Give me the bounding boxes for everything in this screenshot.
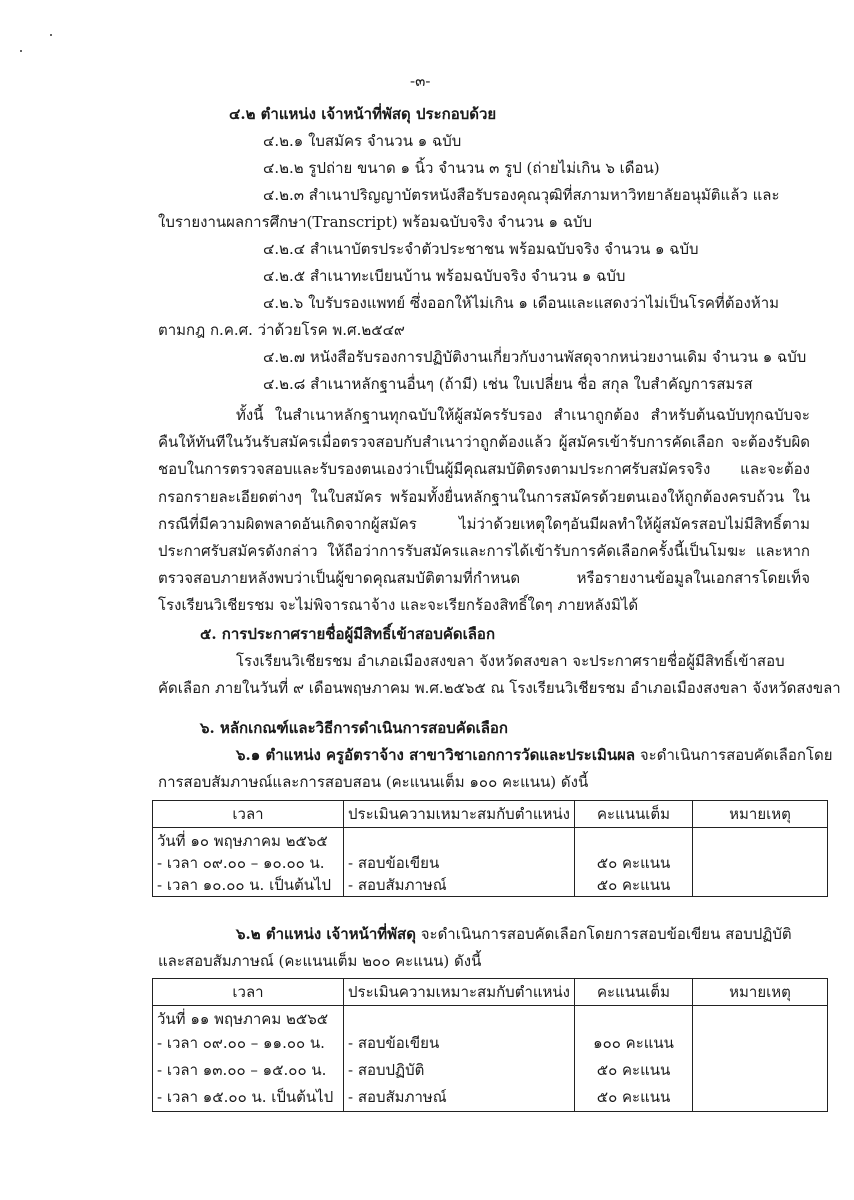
section-5-line-2: คัดเลือก ภายในวันที่ ๙ เดือนพฤษภาคม พ.ศ.๒๕๖๕ ณ โรงเรียนวิเชียรชม อำเภอเมืองสงขลา จังหวัดสงขลา <box>158 679 841 697</box>
item-cell: - สอบสัมภาษณ์ <box>344 1084 575 1112</box>
section-6-1-line-2: การสอบสัมภาษณ์และการสอบสอน (คะแนนเต็ม ๑๐๐ คะแนน) ดังนี้ <box>158 773 589 791</box>
list-item: ใบรายงานผลการศึกษา(Transcript) พร้อมฉบับจริง จำนวน ๑ ฉบับ <box>158 213 593 231</box>
header-time: เวลา <box>153 801 344 828</box>
section-5-line-1: โรงเรียนวิเชียรชม อำเภอเมืองสงขลา จังหวัดสงขลา จะประกาศรายชื่อผู้มีสิทธิ์เข้าสอบ <box>236 652 785 670</box>
score-cell: ๑๐๐ คะแนน <box>575 1030 693 1057</box>
table-header-row <box>153 801 828 828</box>
header-remark: หมายเหตุ <box>693 801 828 828</box>
header-remark: หมายเหตุ <box>693 979 828 1006</box>
time-cell: - เวลา ๐๙.๐๐ – ๑๐.๐๐ น. <box>153 852 344 874</box>
list-item: ๔.๒.๕ สำเนาทะเบียนบ้าน พร้อมฉบับจริง จำนวน ๑ ฉบับ <box>263 267 626 285</box>
section-6-2-title: ๖.๒ ตำแหน่ง เจ้าหน้าที่พัสดุ <box>236 925 416 943</box>
empty-cell <box>575 828 693 853</box>
empty-cell <box>575 1006 693 1031</box>
schedule-table-2 <box>152 978 828 1112</box>
list-item: ตามกฎ ก.ค.ศ. ว่าด้วยโรค พ.ศ.๒๕๔๙ <box>158 321 405 339</box>
table-row <box>153 1006 828 1031</box>
list-item: ๔.๒.๓ สำเนาปริญญาบัตรหนังสือรับรองคุณวุฒิที่สภามหาวิทยาลัยอนุมัติแล้ว และ <box>263 186 780 204</box>
list-item: ๔.๒.๑ ใบสมัคร จำนวน ๑ ฉบับ <box>263 132 462 150</box>
score-cell: ๕๐ คะแนน <box>575 1084 693 1112</box>
header-evaluation: ประเมินความเหมาะสมกับตำแหน่ง <box>344 801 575 828</box>
empty-cell <box>344 1006 575 1031</box>
scan-dot <box>20 50 22 52</box>
item-cell: - สอบสัมภาษณ์ <box>344 874 575 897</box>
section-6-2-line-2: และสอบสัมภาษณ์ (คะแนนเต็ม ๒๐๐ คะแนน) ดังนี้ <box>158 952 482 970</box>
scan-dot <box>50 34 52 36</box>
time-cell: - เวลา ๑๕.๐๐ น. เป็นต้นไป <box>153 1084 344 1112</box>
section-6-2-rest: จะดำเนินการสอบคัดเลือกโดยการสอบข้อเขียน สอบปฏิบัติ <box>415 925 792 943</box>
empty-cell <box>344 828 575 853</box>
header-full-score: คะแนนเต็ม <box>575 801 693 828</box>
disclaimer-paragraph <box>158 402 810 615</box>
section-6-heading: ๖. หลักเกณฑ์และวิธีการดำเนินการสอบคัดเลือก <box>200 719 508 737</box>
header-full-score: คะแนนเต็ม <box>575 979 693 1006</box>
section-4-2-heading: ๔.๒ ตำแหน่ง เจ้าหน้าที่พัสดุ ประกอบด้วย <box>229 105 497 123</box>
list-item: ๔.๒.๖ ใบรับรองแพทย์ ซึ่งออกให้ไม่เกิน ๑ เดือนและแสดงว่าไม่เป็นโรคที่ต้องห้าม <box>263 294 780 312</box>
item-cell: - สอบข้อเขียน <box>344 1030 575 1057</box>
table-header-row <box>153 979 828 1006</box>
time-cell: - เวลา ๑๐.๐๐ น. เป็นต้นไป <box>153 874 344 897</box>
time-cell: - เวลา ๐๙.๐๐ – ๑๑.๐๐ น. <box>153 1030 344 1057</box>
header-time: เวลา <box>153 979 344 1006</box>
list-item: ๔.๒.๒ รูปถ่าย ขนาด ๑ นิ้ว จำนวน ๓ รูป (ถ่ายไม่เกิน ๖ เดือน) <box>263 159 660 177</box>
section-6-1-line-1 <box>236 744 833 766</box>
date-cell: วันที่ ๑๐ พฤษภาคม ๒๕๖๕ <box>153 828 344 853</box>
disclaimer-text: ทั้งนี้ ในสำเนาหลักฐานทุกฉบับให้ผู้สมัครรับรอง สำเนาถูกต้อง สำหรับต้นฉบับทุกฉบับจะคืนให้ทันทีในวันรับสมัครเมื่อตรวจสอบกับสำเนาว่าถูกต้องแล้ว ผู้สมัครเข้ารับการคัดเลือก จะต้องรับผิดชอบในการตรวจสอบและรับรองตนเองว่าเป็นผู้มีคุณสมบัติตรงตามประกาศรับสมัครจริง และจะต้องกรอกรายละเอียดต่างๆ ในใบสมัคร พร้อมทั้งยื่นหลักฐานในการสมัครด้วยตนเองให้ถูกต้องครบถ้วน ในกรณีที่มีความผิดพลาดอันเกิดจากผู้สมัคร ไม่ว่าด้วยเหตุใดๆอันมีผลทำให้ผู้สมัครสอบไม่มีสิทธิ์ตามประกาศรับสมัครดังกล่าว ให้ถือว่าการรับสมัครและการได้เข้ารับการคัดเลือกครั้งนี้เป็นโมฆะ และหากตรวจสอบภายหลังพบว่าเป็นผู้ขาดคุณสมบัติตามที่กำหนด หรือรายงานข้อมูลในเอกสารโดยเท็จ โรงเรียนวิเชียรชม จะไม่พิจารณาจ้าง และจะเรียกร้องสิทธิ์ใดๆ ภายหลังมิได้ <box>158 406 810 615</box>
remark-cell <box>693 1006 828 1112</box>
section-6-2-line-1 <box>236 923 792 945</box>
table-row <box>153 828 828 853</box>
section-6-1-title: ๖.๑ ตำแหน่ง ครูอัตราจ้าง สาขาวิชาเอกการวัดและประเมินผล <box>236 746 636 764</box>
item-cell: - สอบข้อเขียน <box>344 852 575 874</box>
item-cell: - สอบปฏิบัติ <box>344 1057 575 1084</box>
list-item: ๔.๒.๘ สำเนาหลักฐานอื่นๆ (ถ้ามี) เช่น ใบเปลี่ยน ชื่อ สกุล ใบสำคัญการสมรส <box>263 375 753 393</box>
remark-cell <box>693 828 828 897</box>
schedule-table-1 <box>152 800 828 897</box>
list-item: ๔.๒.๗ หนังสือรับรองการปฏิบัติงานเกี่ยวกับงานพัสดุจากหน่วยงานเดิม จำนวน ๑ ฉบับ <box>263 348 807 366</box>
score-cell: ๕๐ คะแนน <box>575 852 693 874</box>
score-cell: ๕๐ คะแนน <box>575 1057 693 1084</box>
time-cell: - เวลา ๑๓.๐๐ – ๑๕.๐๐ น. <box>153 1057 344 1084</box>
date-cell: วันที่ ๑๑ พฤษภาคม ๒๕๖๕ <box>153 1006 344 1031</box>
section-6-1-rest: จะดำเนินการสอบคัดเลือกโดย <box>635 746 833 764</box>
list-item: ๔.๒.๔ สำเนาบัตรประจำตัวประชาชน พร้อมฉบับจริง จำนวน ๑ ฉบับ <box>263 240 699 258</box>
header-evaluation: ประเมินความเหมาะสมกับตำแหน่ง <box>344 979 575 1006</box>
section-5-heading: ๕. การประกาศรายชื่อผู้มีสิทธิ์เข้าสอบคัดเลือก <box>200 625 496 643</box>
score-cell: ๕๐ คะแนน <box>575 874 693 897</box>
page-number: -๓- <box>410 72 431 90</box>
